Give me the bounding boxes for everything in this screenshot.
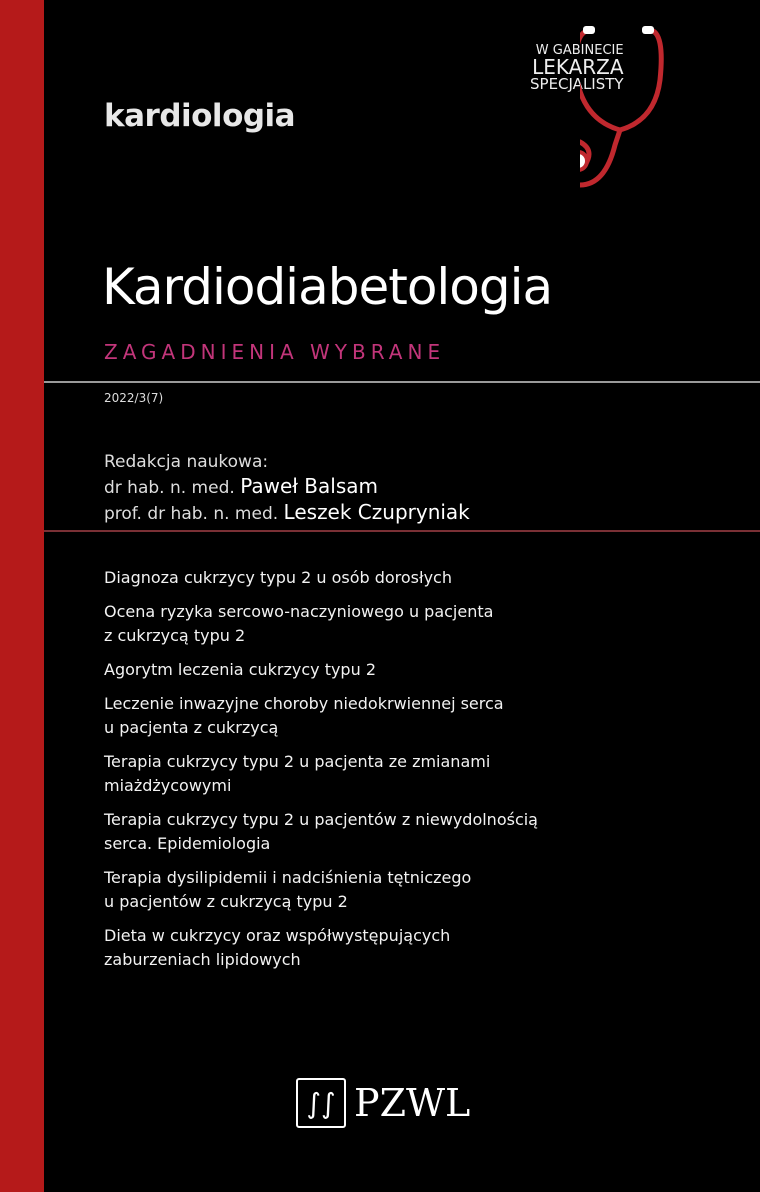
editor-name: Paweł Balsam (240, 474, 378, 498)
publisher-name: PZWL (354, 1081, 471, 1125)
topic-item: Terapia dysilipidemii i nadciśnienia tętniczego u pacjentów z cukrzycą typu 2 (104, 868, 472, 911)
divider (44, 530, 760, 532)
editor-degree: dr hab. n. med. (104, 478, 235, 498)
editor-name: Leszek Czupryniak (283, 500, 470, 524)
topic-item: Terapia cukrzycy typu 2 u pacjentów z niewydolnością serca. Epidemiologia (104, 810, 538, 853)
stethoscope-icon (580, 20, 760, 200)
editor-entry (104, 500, 470, 526)
editors-block (104, 450, 470, 526)
issue-number: 2022/3(7) (104, 391, 164, 405)
topic-item: Leczenie inwazyjne choroby niedokrwiennej serca u pacjenta z cukrzycą (104, 694, 504, 737)
editor-entry (104, 474, 470, 500)
divider (44, 381, 760, 383)
topic-item: Ocena ryzyka sercowo-naczyniowego u pacjenta z cukrzycą typu 2 (104, 602, 494, 645)
red-spine-stripe (0, 0, 44, 1192)
badge-line-3: SPECJALISTY (530, 75, 624, 93)
badge-line-1: W GABINECIE (535, 43, 624, 58)
topic-item: Agorytm leczenia cukrzycy typu 2 (104, 660, 376, 679)
topics-list (104, 566, 538, 982)
publisher-logo (296, 1078, 470, 1128)
topic-item: Diagnoza cukrzycy typu 2 u osób dorosłych (104, 568, 452, 587)
series-label: kardiologia (104, 98, 296, 134)
book-title: Kardiodiabetologia (102, 258, 553, 316)
editors-heading: Redakcja naukowa: (104, 452, 269, 472)
editor-degree: prof. dr hab. n. med. (104, 504, 279, 524)
book-subtitle: ZAGADNIENIA WYBRANE (104, 340, 446, 364)
topic-item: Dieta w cukrzycy oraz współwystępujących zaburzeniach lipidowych (104, 926, 451, 969)
topic-item: Terapia cukrzycy typu 2 u pacjenta ze zmianami miażdżycowymi (104, 752, 491, 795)
snake-emblem-icon: ∫∫ (296, 1078, 346, 1128)
badge-line-2: LEKARZA (532, 55, 624, 79)
